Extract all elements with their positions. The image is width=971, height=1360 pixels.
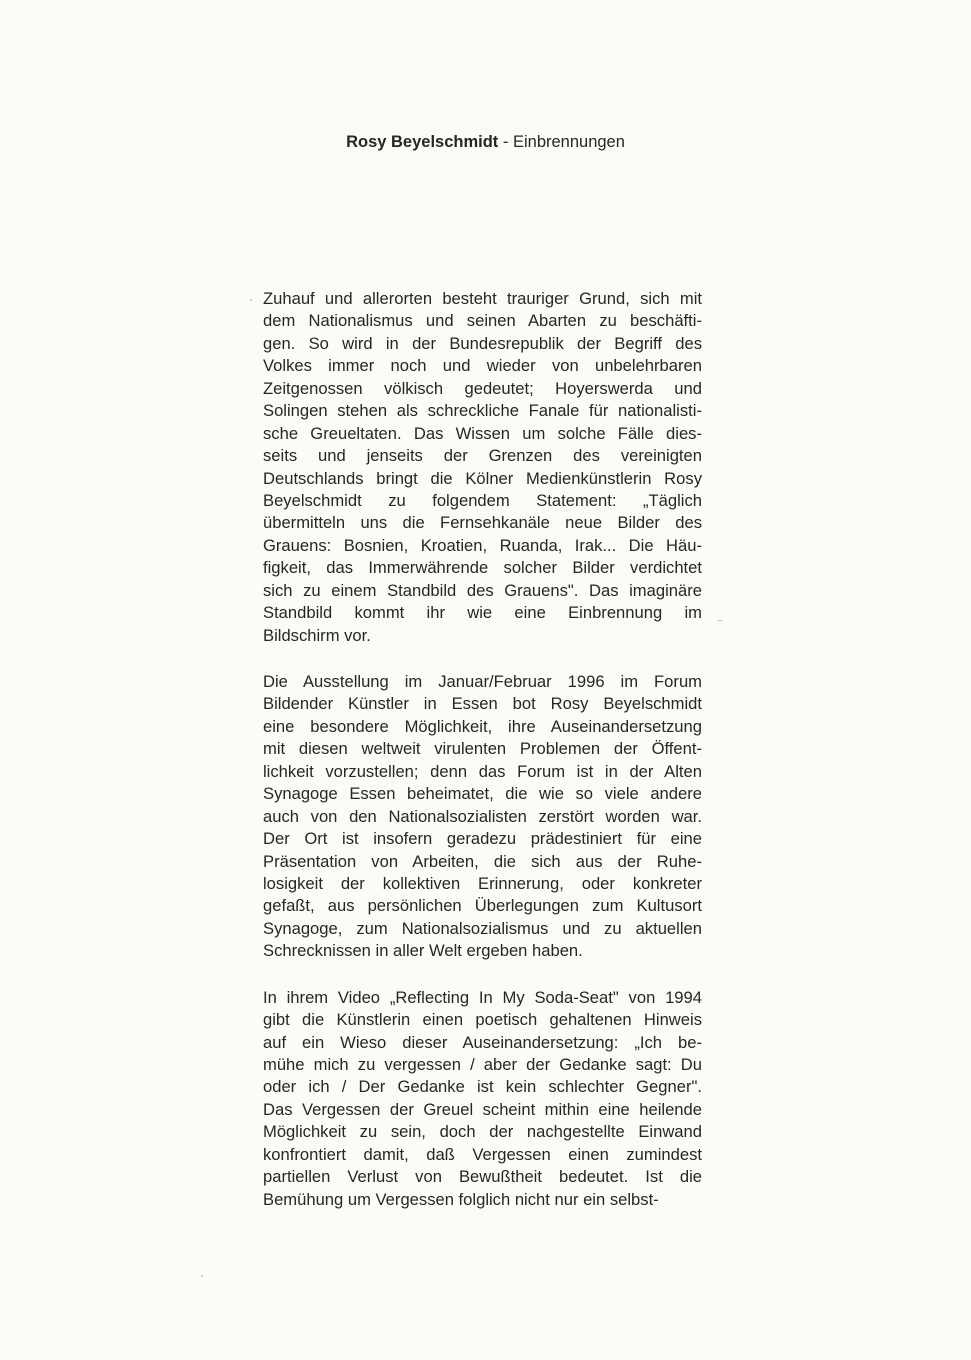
text-line: Möglichkeit zu sein, doch der nachgestellte Einwand: [263, 1122, 702, 1142]
text-line: Synagoge, zum Nationalsozialismus und zu aktuellen: [263, 918, 702, 938]
paragraph-3: [263, 987, 702, 1211]
text-line: Synagoge Essen beheimatet, die wie so viele andere: [263, 784, 702, 804]
text-line: Zeitgenossen völkisch gedeutet; Hoyerswerda und: [263, 378, 702, 398]
paragraph-2: [263, 671, 702, 963]
text-line: gefaßt, aus persönlichen Überlegungen zum Kultusort: [263, 896, 702, 916]
text-line: Die Ausstellung im Januar/Februar 1996 im Forum: [263, 672, 702, 691]
text-line: Bildender Künstler in Essen bot Rosy Beyelschmidt: [263, 694, 702, 714]
text-line: seits und jenseits der Grenzen des vereinigten: [263, 446, 702, 466]
text-line: Deutschlands bringt die Kölner Medienkünstlerin Rosy: [263, 468, 702, 488]
text-line: auch von den Nationalsozialisten zerstört worden war.: [263, 806, 702, 826]
text-line: Präsentation von Arbeiten, die sich aus der Ruhe-: [263, 851, 702, 871]
text-line: eine besondere Möglichkeit, ihre Auseinandersetzung: [263, 716, 702, 736]
text-line: gibt die Künstlerin einen poetisch gehaltenen Hinweis: [263, 1010, 702, 1030]
text-line: sche Greueltaten. Das Wissen um solche Fälle dies-: [263, 423, 702, 443]
text-line: Der Ort ist insofern geradezu prädestiniert für eine: [263, 829, 702, 849]
text-line: mühe mich zu vergessen / aber der Gedanke sagt: Du: [263, 1055, 702, 1074]
text-line: Solingen stehen als schreckliche Fanale für nationalisti-: [263, 401, 702, 421]
article-body: [263, 288, 702, 1235]
text-line: oder ich / Der Gedanke ist kein schlechter Gegner".: [263, 1077, 702, 1097]
text-line: Das Vergessen der Greuel scheint mithin eine heilende: [263, 1099, 702, 1119]
text-line: lichkeit vorzustellen; denn das Forum ist in der Alten: [263, 761, 702, 781]
text-line: Zuhauf und allerorten besteht trauriger Grund, sich mit: [263, 289, 702, 308]
text-line: dem Nationalismus und seinen Abarten zu beschäfti-: [263, 311, 702, 331]
text-line: figkeit, das Immerwährende solcher Bilder verdichtet: [263, 558, 702, 578]
text-line: partiellen Verlust von Bewußtheit bedeutet. Ist die: [263, 1167, 702, 1187]
text-line: Schrecknissen in aller Welt ergeben haben.: [263, 941, 583, 961]
text-line: sich zu einem Standbild des Grauens". Das imaginäre: [263, 580, 702, 600]
text-line: auf ein Wieso dieser Auseinandersetzung: „Ich be-: [263, 1032, 702, 1052]
paragraph-1: [263, 288, 702, 647]
text-line: konfrontiert damit, daß Vergessen einen zumindest: [263, 1144, 702, 1164]
scan-speck: [250, 299, 252, 301]
text-line: Standbild kommt ihr wie eine Einbrennung im: [263, 603, 702, 623]
exhibition-title: Einbrennungen: [512, 133, 625, 151]
text-line: Beyelschmidt zu folgendem Statement: „Täglich: [263, 490, 702, 510]
text-line: mit diesen weltweit virulenten Problemen der Öffent-: [263, 739, 702, 759]
text-line: gen. So wird in der Bundesrepublik der Begriff des: [263, 333, 702, 353]
author-name: Rosy Beyelschmidt: [346, 133, 499, 151]
scan-speck: [718, 620, 722, 621]
header-separator: -: [498, 133, 513, 151]
text-line: Bemühung um Vergessen folglich nicht nur ein selbst-: [263, 1189, 659, 1209]
page-header: [0, 131, 971, 153]
text-line: Volkes immer noch und wieder von unbelehrbaren: [263, 356, 702, 376]
text-line: Grauens: Bosnien, Kroatien, Ruanda, Irak... Die Häu-: [263, 535, 702, 555]
text-line: losigkeit der kollektiven Erinnerung, oder konkreter: [263, 873, 702, 893]
text-line: Bildschirm vor.: [263, 625, 371, 645]
text-line: übermitteln uns die Fernsehkanäle neue Bilder des: [263, 513, 702, 533]
scan-speck: [201, 1275, 203, 1277]
text-line: In ihrem Video „Reflecting In My Soda-Seat" von 1994: [263, 987, 702, 1007]
